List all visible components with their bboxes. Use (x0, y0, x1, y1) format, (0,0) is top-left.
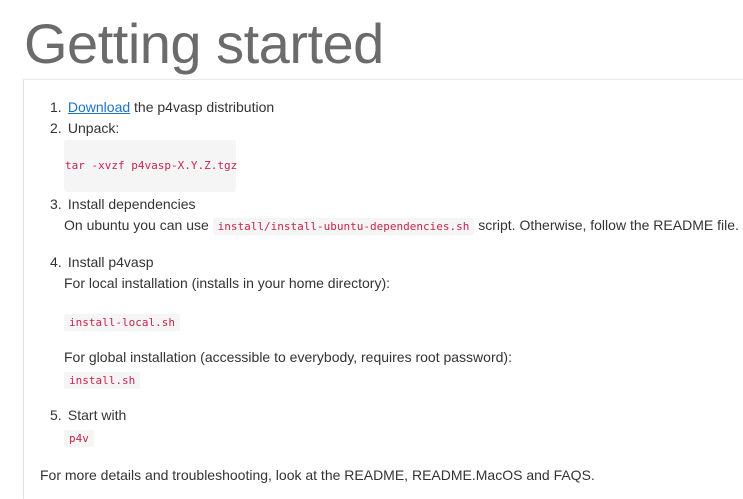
footer-note: For more details and troubleshooting, look at the README, README.MacOS and FAQS. (40, 467, 595, 483)
ubuntu-text-pre: On ubuntu you can use (64, 217, 213, 233)
step-number: 1. (50, 99, 62, 115)
unpack-code-block (64, 140, 236, 192)
start-command: p4v (64, 430, 94, 447)
step-text: Start with (67, 407, 127, 423)
step-install-dependencies (50, 194, 196, 214)
global-install-script: install.sh (64, 372, 140, 389)
step-number: 5. (50, 407, 62, 423)
step-start (50, 405, 126, 425)
content-box (23, 79, 743, 499)
step-number: 2. (50, 120, 62, 136)
download-link[interactable]: Download (67, 99, 131, 115)
ubuntu-deps-script: install/install-ubuntu-dependencies.sh (213, 218, 475, 235)
step-number: 4. (50, 254, 62, 270)
ubuntu-text-post: script. Otherwise, follow the README file. (474, 217, 739, 233)
start-command-line (64, 427, 94, 449)
step-text: Unpack: (67, 120, 120, 136)
step-text: the p4vasp distribution (130, 99, 275, 115)
unpack-command: tar -xvzf p4vasp-X.Y.Z.tgz (65, 159, 238, 172)
step-text: Install dependencies (67, 196, 196, 212)
step-install-p4vasp (50, 252, 154, 272)
step-unpack (50, 118, 119, 138)
step-text: Install p4vasp (67, 254, 154, 270)
local-install-text: For local installation (installs in your home directory): (64, 275, 391, 291)
ubuntu-dependencies-line (64, 215, 739, 237)
global-install-line (64, 369, 140, 391)
local-install-line (64, 311, 180, 333)
step-number: 3. (50, 196, 62, 212)
global-install-text: For global installation (accessible to everybody, requires root password): (64, 349, 512, 365)
step-download (50, 97, 274, 117)
local-install-script: install-local.sh (64, 314, 180, 331)
page-title: Getting started (24, 12, 384, 75)
